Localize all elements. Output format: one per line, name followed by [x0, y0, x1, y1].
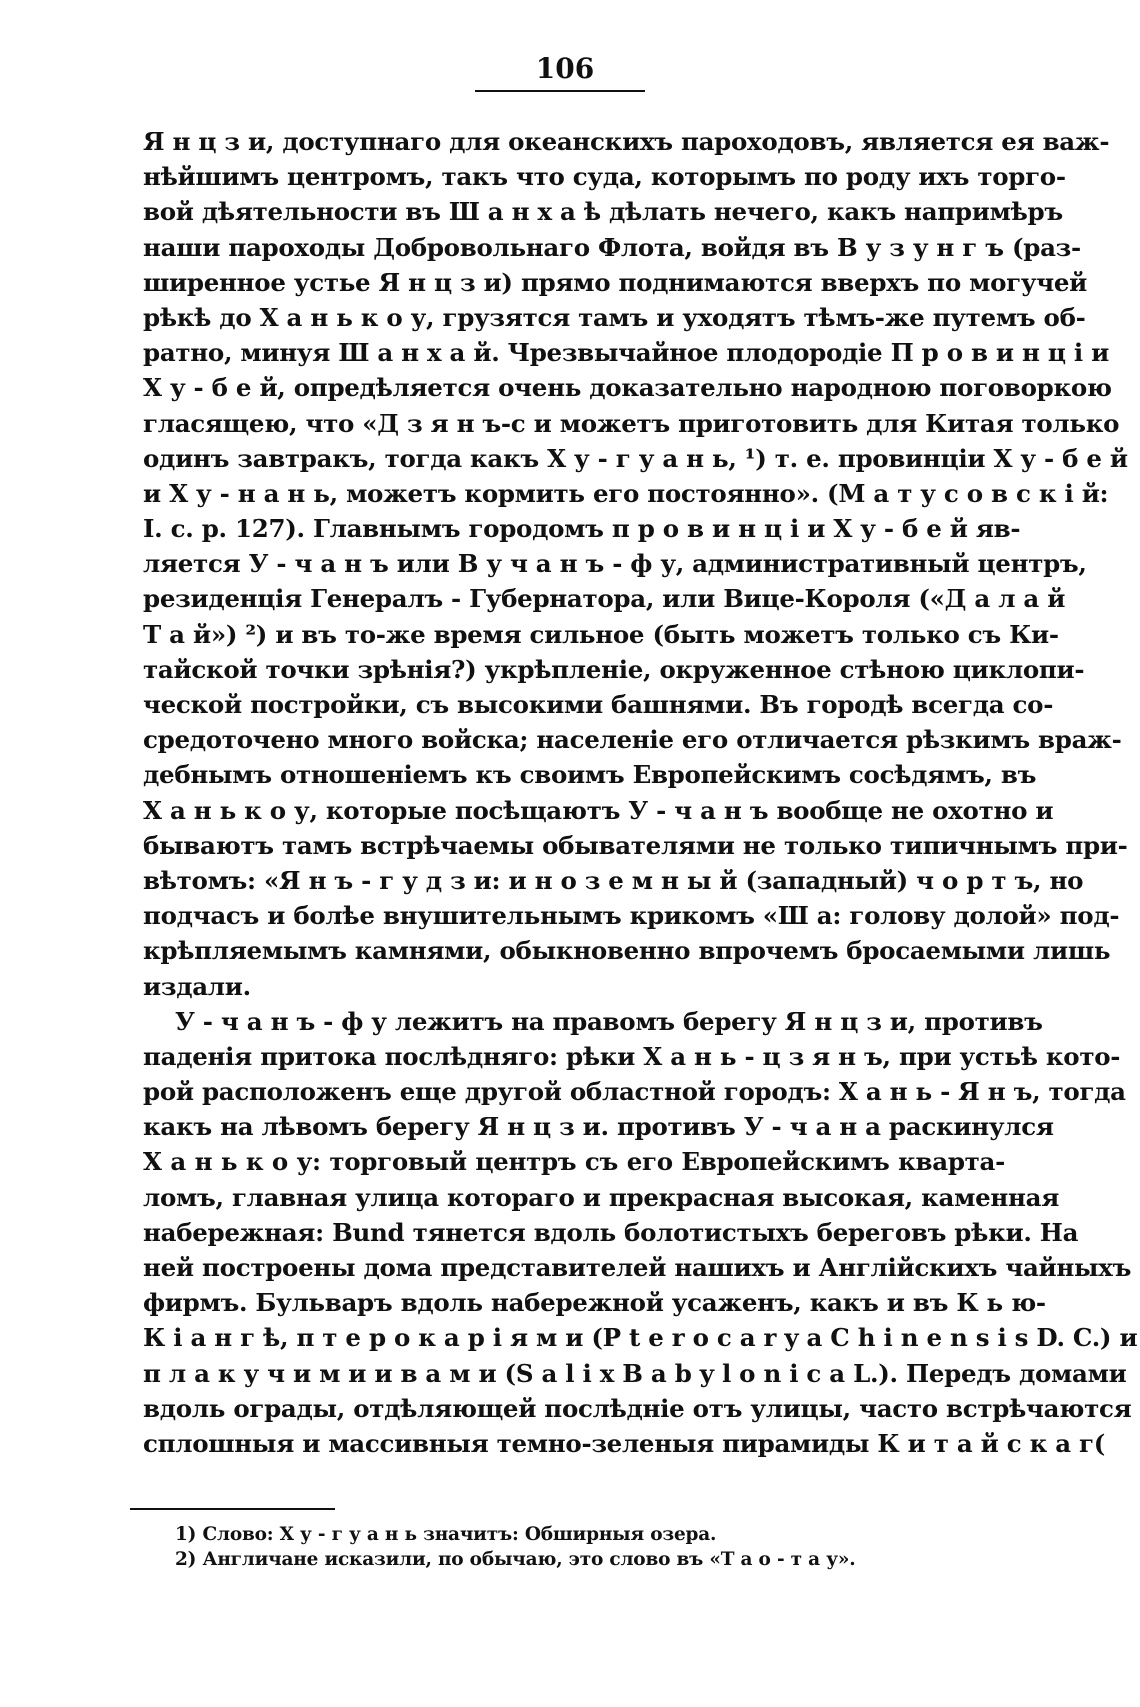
- text-line: К і а н г ѣ, п т е р о к а р і я м и (P t e r o c a r y a C h i n e n s i s D. C.) и: [143, 1323, 1138, 1353]
- text-line: бываютъ тамъ встрѣчаемы обывателями не только типичнымъ при-: [143, 830, 1128, 860]
- text-line: резиденція Генералъ - Губернатора, или Вице-Короля («Д а л а й: [143, 584, 1066, 614]
- text-line: какъ на лѣвомъ берегу Я н ц з и. противъ У - ч а н а раскинулся: [143, 1112, 1054, 1142]
- footnotes: [175, 1522, 975, 1572]
- footnote: 2) Англичане исказили, по обычаю, это слово въ «Т а о - т а у».: [175, 1549, 856, 1570]
- text-line: У - ч а н ъ - ф у лежитъ на правомъ берегу Я н ц з и, противъ: [175, 1006, 1043, 1036]
- text-line: Х а н ь к о у: торговый центръ съ его Европейскимъ кварта-: [143, 1147, 1005, 1177]
- text-line: гласящею, что «Д з я н ъ-с и можетъ приготовить для Китая только: [143, 408, 1120, 438]
- text-line: подчасъ и болѣе внушительнымъ крикомъ «Ш а: голову долой» под-: [143, 901, 1120, 931]
- header-rule: [475, 90, 645, 92]
- text-line: ломъ, главная улица котораго и прекрасная высокая, каменная: [143, 1182, 1060, 1212]
- text-line: п л а к у ч и м и и в а м и (S a l i x B a b y l o n i c a L.). Передъ домами: [143, 1358, 1127, 1388]
- text-line: паденія притока послѣдняго: рѣки Х а н ь - ц з я н ъ, при устьѣ кото-: [143, 1041, 1121, 1071]
- text-line: и Х у - н а н ь, можетъ кормить его постоянно». (М а т у с о в с к і й:: [143, 478, 1109, 508]
- text-line: вдоль ограды, отдѣляющей послѣдніе отъ улицы, часто встрѣчаются: [143, 1393, 1132, 1423]
- text-line: вѣтомъ: «Я н ъ - г у д з и: и н о з е м н ы й (западный) ч о р т ъ, но: [143, 865, 1084, 895]
- text-line: рой расположенъ еще другой областной городъ: Х а н ь - Я н ъ, тогда: [143, 1077, 1126, 1107]
- text-line: Т а й») ²) и въ то-же время сильное (быть можетъ только съ Ки-: [143, 619, 1059, 649]
- text-line: одинъ завтракъ, тогда какъ Х у - г у а н ь, ¹) т. е. провинціи Х у - б е й: [143, 443, 1128, 473]
- text-line: рѣкѣ до Х а н ь к о у, грузятся тамъ и уходятъ тѣмъ-же путемъ об-: [143, 302, 1086, 332]
- text-line: сплошныя и массивныя темно-зеленыя пирамиды К и т а й с к а г(: [143, 1428, 1106, 1458]
- text-line: набережная: Bund тянется вдоль болотистыхъ береговъ рѣки. На: [143, 1217, 1079, 1247]
- text-line: ратно, минуя Ш а н х а й. Чрезвычайное плодородіе П р о в и н ц і и: [143, 338, 1110, 368]
- text-line: Я н ц з и, доступнаго для океанскихъ пароходовъ, является ея важ-: [143, 127, 1110, 156]
- text-line: ляется У - ч а н ъ или В у ч а н ъ - ф у, административный центръ,: [143, 549, 1087, 579]
- page-number: 106: [535, 52, 595, 85]
- text-line: средоточено много войска; населеніе его отличается рѣзкимъ враж-: [143, 725, 1122, 755]
- text-line: издали.: [143, 971, 251, 1001]
- text-line: вой дѣятельности въ Ш а н х а ѣ дѣлать нечего, какъ напримѣръ: [143, 197, 1063, 227]
- text-line: ширенное устье Я н ц з и) прямо поднимаются вверхъ по могучей: [143, 267, 1087, 297]
- body-text: [143, 124, 1138, 1461]
- text-line: тайской точки зрѣнія?) укрѣпленіе, окруженное стѣною циклопи-: [143, 654, 1085, 684]
- text-line: ческой постройки, съ высокими башнями. Въ городѣ всегда со-: [143, 690, 1054, 719]
- footnote-rule: [130, 1508, 335, 1510]
- text-line: ней построены дома представителей нашихъ и Англійскихъ чайныхъ: [143, 1253, 1132, 1282]
- text-line: фирмъ. Бульваръ вдоль набережной усаженъ, какъ и въ К ь ю-: [143, 1288, 1046, 1318]
- text-line: нѣйшимъ центромъ, такъ что суда, которымъ по роду ихъ торго-: [143, 162, 1066, 192]
- text-line: дебнымъ отношеніемъ къ своимъ Европейскимъ сосѣдямъ, въ: [143, 760, 1037, 790]
- text-line: I. с. р. 127). Главнымъ городомъ п р о в и н ц і и Х у - б е й яв-: [143, 514, 1021, 544]
- footnote: 1) Слово: Х у - г у а н ь значитъ: Обширныя озера.: [175, 1524, 717, 1545]
- text-line: Х а н ь к о у, которые посѣщаютъ У - ч а н ъ вообще не охотно и: [143, 795, 1054, 825]
- text-line: наши пароходы Добровольнаго Флота, войдя въ В у з у н г ъ (раз-: [143, 232, 1081, 262]
- text-line: крѣпляемымъ камнями, обыкновенно впрочемъ бросаемыми лишь: [143, 936, 1111, 966]
- text-line: Х у - б е й, опредѣляется очень доказательно народною поговоркою: [143, 373, 1112, 403]
